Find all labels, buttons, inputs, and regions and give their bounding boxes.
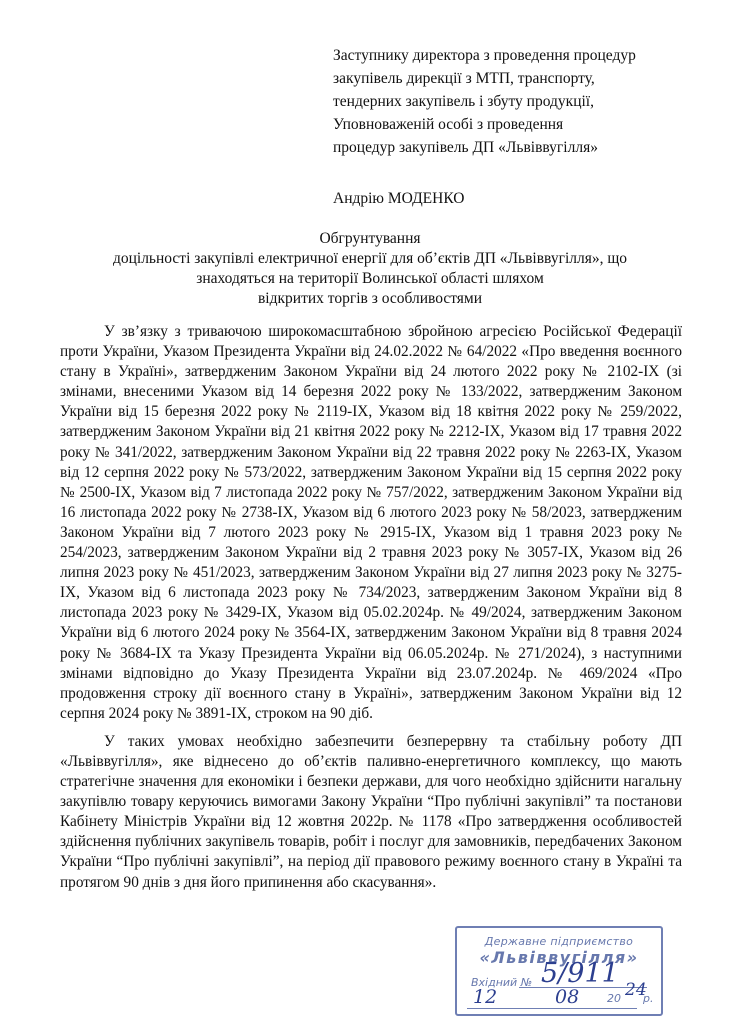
- stamp-date-day: 12: [473, 986, 498, 1008]
- stamp-incoming-number: 5/911: [541, 958, 619, 989]
- addressee-line: закупівель дирекції з МТП, транспорту,: [333, 70, 595, 87]
- stamp-incoming-label: Вхідний №: [471, 976, 533, 989]
- incoming-registration-stamp: [455, 926, 663, 1016]
- stamp-org-name: «Львіввугілля»: [479, 948, 639, 967]
- addressee-line: тендерних закупівель і збуту продукції,: [333, 93, 594, 110]
- body-paragraph: У таких умовах необхідно забезпечити безперервну та стабільну роботу ДП «Львіввугілля», яке віднесено до об’єктів паливно-енергетичного комплексу, що мають стратегічне значення для економіки і безпеки держави, для чого необхідно здійснити нагальну закупівлю товару керуючись вимогами Закону України “Про публічні закупівлі” та постанови Кабінету Міністрів України від 12 жовтня 2022р. № 1178 «Про затвердження особливостей здійснення публічних закупівель товарів, робіт і послуг для замовників, передбачених Законом України “Про публічні закупівлі”, на період дії правового режиму воєнного стану в Україні та протягом 90 днів з дня його припинення або скасування».: [60, 732, 682, 891]
- stamp-year-digits: 24: [625, 980, 647, 1000]
- body-paragraph: У зв’язку з триваючою широкомасштабною збройною агресією Російської Федерації проти України, Указом Президента України від 24.02.2022 № 64/2022 «Про введення воєнного стану в Україні», затвердженим Законом України від 24 лютого 2022 року № 2102-IX (зі змінами, внесеними Указом від 14 березня 2022 року № 133/2022, затвердженим Законом України від 15 березня 2022 року № 2119-IX, Указом від 18 квітня 2022 року № 259/2022, затвердженим Законом України від 21 квітня 2022 року № 2212-IX, Указом від 17 травня 2022 року № 341/2022, затвердженим Законом України від 22 травня 2022 року № 2263-IX, Указом від 12 серпня 2022 року № 573/2022, затвердженим Законом України від 15 серпня 2022 року № 2500-IX, Указом від 7 листопада 2022 року № 757/2022, затвердженим Законом України від 16 листопада 2022 року № 2738-IX, Указом від 6 лютого 2023 року № 58/2023, затвердженим Законом України від 7 лютого 2023 року № 2915-IX, Указом від 1 травня 2023 року № 254/2023, затвердженим Законом України від 2 травня 2023 року № 3057-IX, Указом від 26 липня 2023 року № 451/2023, затвердженим Законом України від 27 липня 2023 року № 3275-IX, Указом від 6 листопада 2023 року № 734/2023, затвердженим Законом України від 8 листопада 2023 року № 3429-IX, Указом від 05.02.2024р. № 49/2024, затвердженим Законом України від 6 лютого 2024 року № 3564-IX, затвердженим Законом України від 8 травня 2024 року № 3684-IX та Указу Президента України від 06.05.2024р. № 271/2024), з наступними змінами відповідно до Указу Президента України від 23.07.2024р. № 469/2024 «Про продовження строку дії воєнного стану в Україні», затвердженим Законом України від 12 серпня 2024 року № 3891-IX, строком на 90 діб.: [60, 323, 682, 722]
- addressee-line: процедур закупівель ДП «Львіввугілля»: [333, 139, 598, 156]
- document-body: [60, 322, 682, 901]
- stamp-org-type: Державне підприємство: [484, 935, 634, 948]
- addressee-block: [333, 44, 713, 210]
- title-line: відкритих торгів з особливостями: [257, 290, 483, 307]
- stamp-date-underline: [467, 1008, 637, 1009]
- stamp-year-prefix: 20: [607, 992, 621, 1005]
- addressee-name: Андрію МОДЕНКО: [333, 190, 465, 207]
- stamp-date-month: 08: [555, 986, 580, 1008]
- title-line: доцільності закупівлі електричної енергії для об’єктів ДП «Львіввугілля», що: [112, 250, 628, 267]
- title-line: Обгрунтування: [319, 230, 421, 247]
- addressee-line: Заступнику директора з проведення процедур: [333, 47, 636, 64]
- title-line: знаходяться на території Волинської області шляхом: [196, 270, 544, 287]
- document-title: [60, 229, 680, 309]
- addressee-line: Уповноваженій особі з проведення: [333, 116, 564, 133]
- stamp-year-suffix: р.: [643, 992, 654, 1005]
